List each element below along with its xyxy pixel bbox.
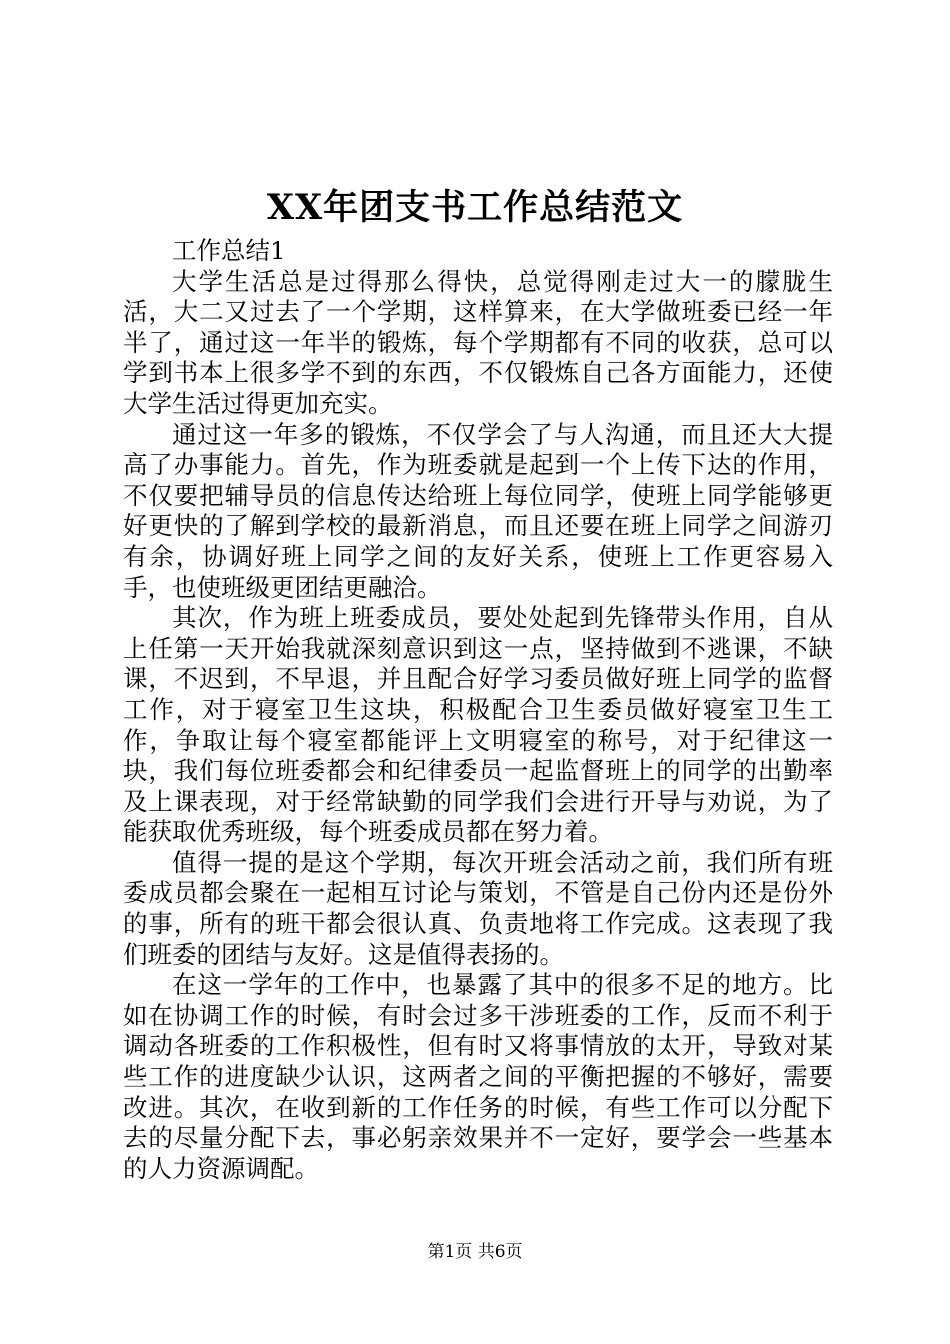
paragraph: 通过这一年多的锻炼，不仅学会了与人沟通，而且还大大提高了办事能力。首先，作为班委就是起到一个上传下达的作用，不仅要把辅导员的信息传达给班上每位同学，使班上同学能够更好更快的了解到学校的最新消息，而且还要在班上同学之间游刃有余，协调好班上同学之间的友好关系，使班上工作更容易入手，也使班级更团结更融洽。: [123, 419, 833, 602]
document-title: XX年团支书工作总结范文: [266, 187, 684, 228]
paragraph: 在这一学年的工作中，也暴露了其中的很多不足的地方。比如在协调工作的时候，有时会过多干涉班委的工作，反而不利于调动各班委的工作积极性，但有时又将事情放的太开，导致对某些工作的进度缺少认识，这两者之间的平衡把握的不够好，需要改进。其次，在收到新的工作任务的时候，有些工作可以分配下去的尽量分配下去，事必躬亲效果并不一定好，要学会一些基本的人力资源调配。: [123, 970, 833, 1183]
paragraph: 值得一提的是这个学期，每次开班会活动之前，我们所有班委成员都会聚在一起相互讨论与策划，不管是自己份内还是份外的事，所有的班干都会很认真、负责地将工作完成。这表现了我们班委的团结与友好。这是值得表扬的。: [123, 847, 833, 969]
section-heading: 工作总结1: [172, 236, 286, 265]
document-body: [123, 236, 833, 1184]
paragraph: 大学生活总是过得那么得快，总觉得刚走过大一的朦胧生活，大二又过去了一个学期，这样算来，在大学做班委已经一年半了，通过这一年半的锻炼，每个学期都有不同的收获，总可以学到书本上很多学不到的东西，不仅锻炼自己各方面能力，还使大学生活过得更加充实。: [123, 266, 833, 418]
page-number-footer: 第1页 共6页: [427, 1242, 523, 1262]
paragraph: 其次，作为班上班委成员，要处处起到先锋带头作用，自从上任第一天开始我就深刻意识到这一点，坚持做到不逃课，不缺课，不迟到，不早退，并且配合好学习委员做好班上同学的监督工作，对于寝室卫生这块，积极配合卫生委员做好寝室卫生工作，争取让每个寝室都能评上文明寝室的称号，对于纪律这一块，我们每位班委都会和纪律委员一起监督班上的同学的出勤率及上课表现，对于经常缺勤的同学我们会进行开导与劝说，为了能获取优秀班级，每个班委成员都在努力着。: [123, 603, 833, 847]
